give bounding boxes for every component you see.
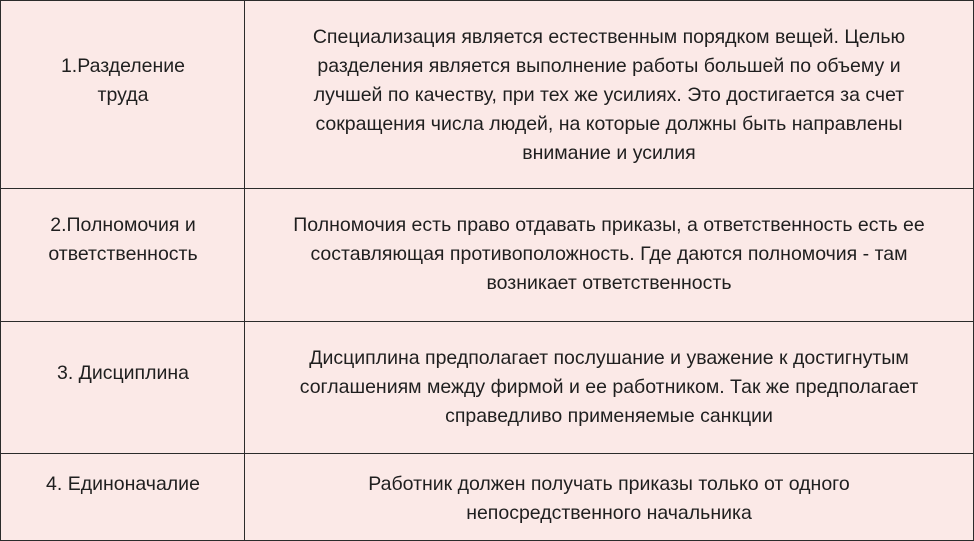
principle-title: 4. Единоначалие [46,473,200,495]
description-cell [245,189,973,321]
principle-title: 2.Полномочия и ответственность [48,214,198,265]
principle-description: Дисциплина предполагает послушание и уважение к достигнутым соглашениям между фирмой и ее работником. Так же предполагает справедливо применяемые санкции [299,347,919,427]
principle-cell [1,322,245,453]
table-row [1,322,973,454]
principle-title: 1.Разделение труда [60,55,186,106]
description-cell [245,454,973,540]
description-cell [245,322,973,453]
table-row [1,1,973,189]
description-cell [245,1,973,188]
table-row [1,189,973,322]
principle-cell [1,454,245,540]
principle-description: Специализация является естественным порядком вещей. Целью разделения является выполнение работы большей по объему и лучшей по качеству, при тех же усилиях. Это достигается за счет сокращения числа людей, на которые должны быть направлены внимание и усилия [312,26,906,164]
principle-description: Полномочия есть право отдавать приказы, а ответственность есть ее составляющая противоположность. Где даются полномочия - там возникает ответственность [293,214,925,294]
principle-cell [1,189,245,321]
principle-title: 3. Дисциплина [56,362,190,384]
principle-description: Работник должен получать приказы только от одного непосредственного начальника [368,473,850,524]
table-row [1,454,973,540]
principle-cell [1,1,245,188]
